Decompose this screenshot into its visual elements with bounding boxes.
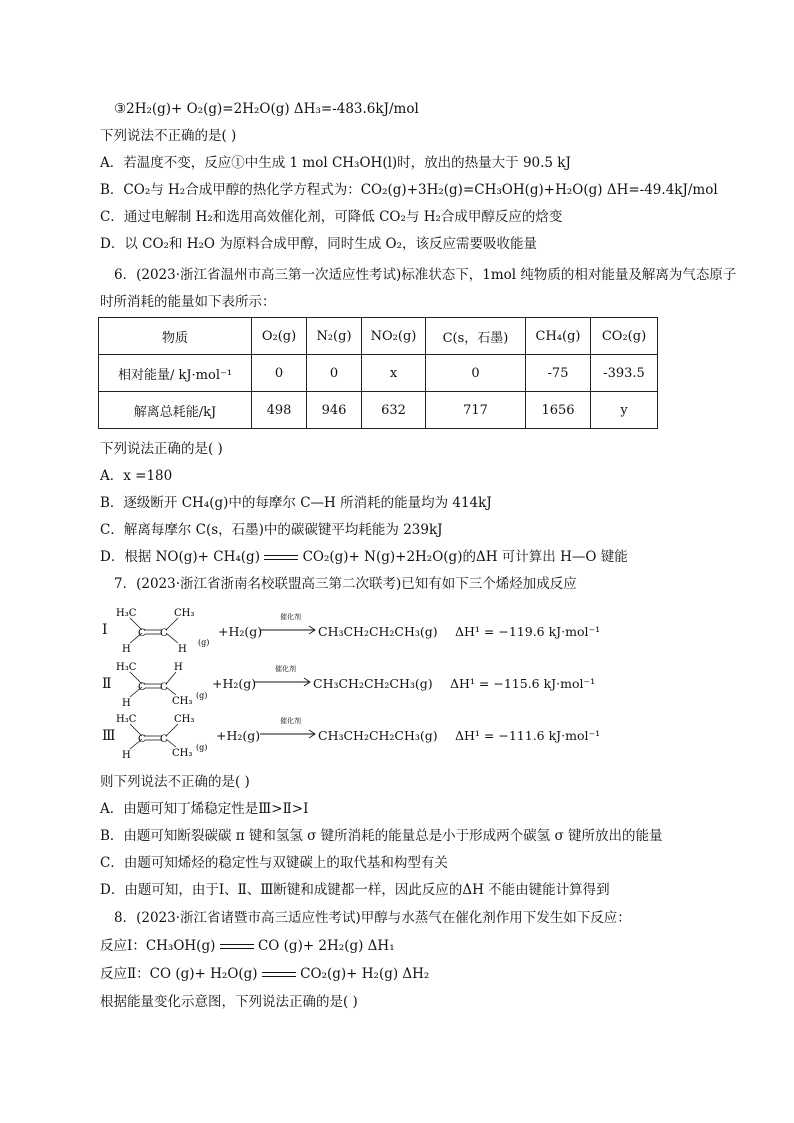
table-header-row [99, 318, 658, 355]
table-cell: 0 [307, 355, 362, 392]
table-cell: 相对能量/ kJ·mol⁻¹ [99, 355, 252, 392]
table-cell: 717 [426, 392, 526, 429]
substituent-bottom-right: CH₃ [172, 748, 193, 759]
table-cell: -393.5 [591, 355, 658, 392]
table-cell: -75 [526, 355, 591, 392]
substituent-bottom-left: H [122, 644, 131, 655]
reaction-roman: Ⅲ [102, 728, 116, 744]
equation-3: ③2H₂(g)+ O₂(g)=2H₂O(g) ΔH₃=-483.6kJ/mol [114, 101, 419, 117]
reagent: +H₂(g) [218, 624, 263, 639]
svg-text:C: C [160, 628, 168, 639]
phase-label: (g) [196, 743, 208, 752]
equilibrium-arrow-icon [264, 553, 298, 563]
reaction-arrow-icon [255, 672, 315, 696]
svg-text:C: C [138, 734, 146, 745]
q8-reaction-1-post: CO (g)+ 2H₂(g) ΔH₁ [257, 938, 395, 954]
q7-question: 则下列说法不正确的是( ) [100, 774, 250, 790]
reagent: +H₂(g) [212, 676, 257, 691]
reaction-1 [100, 606, 700, 655]
q5-option-b[interactable]: B．CO₂与 H₂合成甲醇的热化学方程式为：CO₂(g)+3H₂(g)=CH₃OH(g)+H₂O(g) ΔH=-49.4kJ/mol [100, 182, 718, 198]
table-cell: 498 [252, 392, 307, 429]
table-row [99, 392, 658, 429]
svg-text:C: C [138, 682, 146, 693]
q8-stem: 8．(2023·浙江省诸暨市高三适应性考试)甲醇与水蒸气在催化剂作用下发生如下反应： [114, 910, 631, 926]
table-header: CO₂(g) [591, 318, 658, 355]
table-cell: 0 [426, 355, 526, 392]
product: CH₃CH₂CH₂CH₃(g) [313, 676, 433, 691]
reaction-arrow-icon [260, 724, 320, 748]
table-cell: x [362, 355, 426, 392]
alkene-structure-icon [100, 660, 208, 709]
substituent-top-left: H₃C [116, 608, 137, 619]
table-header: 物质 [99, 318, 252, 355]
alkene-structure-icon [100, 712, 208, 761]
q7-stem: 7．(2023·浙江省浙南名校联盟高三第二次联考)已知有如下三个烯烃加成反应 [114, 576, 577, 592]
q8-reaction-2-pre: 反应Ⅱ：CO (g)+ H₂O(g) [100, 966, 258, 982]
table-header: O₂(g) [252, 318, 307, 355]
q8-reaction-1-pre: 反应Ⅰ：CH₃OH(g) [100, 938, 216, 954]
q8-reaction-1 [100, 936, 395, 956]
table-cell: y [591, 392, 658, 429]
q7-option-d[interactable]: D．由题可知，由于Ⅰ、Ⅱ、Ⅲ断键和成键都一样，因此反应的ΔH 不能由键能计算得到 [100, 882, 610, 898]
table-cell: 1656 [526, 392, 591, 429]
substituent-top-right: H [174, 662, 183, 673]
q8-reaction-2 [100, 964, 429, 984]
table-cell: 946 [307, 392, 362, 429]
reaction-2 [100, 660, 700, 709]
q6-option-b[interactable]: B．逐级断开 CH₄(g)中的每摩尔 C—H 所消耗的能量均为 414kJ [100, 495, 492, 511]
reaction-roman: Ⅱ [102, 676, 112, 692]
reaction-arrow-icon [260, 620, 320, 644]
table-header: CH₄(g) [526, 318, 591, 355]
q8-question: 根据能量变化示意图，下列说法正确的是( ) [100, 994, 358, 1010]
q6-option-d[interactable] [100, 547, 628, 567]
svg-text:C: C [160, 682, 168, 693]
q6-option-d-pre: D．根据 NO(g)+ CH₄(g) [100, 549, 260, 565]
table-header: C(s，石墨) [426, 318, 526, 355]
q7-option-c[interactable]: C．由题可知烯烃的稳定性与双键碳上的取代基和构型有关 [100, 855, 448, 871]
reaction-roman: Ⅰ [102, 622, 108, 638]
substituent-top-left: H₃C [116, 714, 137, 725]
alkene-structure-icon [100, 606, 210, 655]
substituent-top-right: CH₃ [174, 608, 195, 619]
catalyst-label: 催化剂 [280, 613, 301, 621]
enthalpy: ΔH¹ = −119.6 kJ·mol⁻¹ [455, 624, 601, 639]
q6-option-a[interactable]: A．x =180 [100, 468, 173, 484]
q6-question: 下列说法正确的是( ) [100, 441, 223, 457]
catalyst-label: 催化剂 [275, 665, 296, 673]
phase-label: (g) [196, 691, 208, 700]
catalyst-label: 催化剂 [280, 717, 301, 725]
table-cell: 解离总耗能/kJ [99, 392, 252, 429]
q6-option-d-post: CO₂(g)+ N(g)+2H₂O(g)的ΔH 可计算出 H—O 键能 [302, 549, 628, 565]
q7-option-a[interactable]: A．由题可知丁烯稳定性是Ⅲ>Ⅱ>Ⅰ [100, 801, 309, 817]
substituent-top-left: H₃C [116, 662, 137, 673]
enthalpy: ΔH¹ = −115.6 kJ·mol⁻¹ [450, 676, 596, 691]
enthalpy: ΔH¹ = −111.6 kJ·mol⁻¹ [455, 728, 601, 743]
substituent-bottom-left: H [122, 698, 131, 709]
table-cell: 0 [252, 355, 307, 392]
substituent-top-right: CH₃ [174, 714, 195, 725]
svg-text:C: C [160, 734, 168, 745]
q5-option-a[interactable]: A．若温度不变，反应①中生成 1 mol CH₃OH(l)时，放出的热量大于 90.5 kJ [100, 155, 571, 171]
q5-option-c[interactable]: C．通过电解制 H₂和选用高效催化剂，可降低 CO₂与 H₂合成甲醇反应的焓变 [100, 209, 563, 225]
energy-table [98, 317, 658, 429]
table-header: NO₂(g) [362, 318, 426, 355]
substituent-bottom-left: H [122, 750, 131, 761]
q6-option-c[interactable]: C．解离每摩尔 C(s，石墨)中的碳碳键平均耗能为 239kJ [100, 522, 443, 538]
q5-question: 下列说法不正确的是( ) [100, 128, 237, 144]
product: CH₃CH₂CH₂CH₃(g) [318, 728, 438, 743]
equilibrium-arrow-icon [262, 970, 296, 980]
substituent-bottom-right: H [178, 644, 187, 655]
table-header: N₂(g) [307, 318, 362, 355]
q6-stem-line2: 时所消耗的能量如下表所示： [100, 294, 276, 310]
q8-reaction-2-post: CO₂(g)+ H₂(g) ΔH₂ [300, 966, 430, 982]
phase-label: (g) [198, 638, 210, 647]
q7-option-b[interactable]: B．由题可知断裂碳碳 π 键和氢氢 σ 键所消耗的能量总是小于形成两个碳氢 σ 键所放出的能量 [100, 828, 663, 844]
q5-option-d[interactable]: D．以 CO₂和 H₂O 为原料合成甲醇，同时生成 O₂，该反应需要吸收能量 [100, 236, 538, 252]
equilibrium-arrow-icon [220, 942, 254, 952]
table-cell: 632 [362, 392, 426, 429]
substituent-bottom-right: CH₃ [172, 696, 193, 707]
reagent: +H₂(g) [216, 728, 261, 743]
svg-text:C: C [138, 628, 146, 639]
product: CH₃CH₂CH₂CH₃(g) [318, 624, 438, 639]
q6-stem-line1: 6．(2023·浙江省温州市高三第一次适应性考试)标准状态下，1mol 纯物质的相对能量及解离为气态原子 [114, 267, 737, 283]
reaction-3 [100, 712, 700, 761]
table-row [99, 355, 658, 392]
